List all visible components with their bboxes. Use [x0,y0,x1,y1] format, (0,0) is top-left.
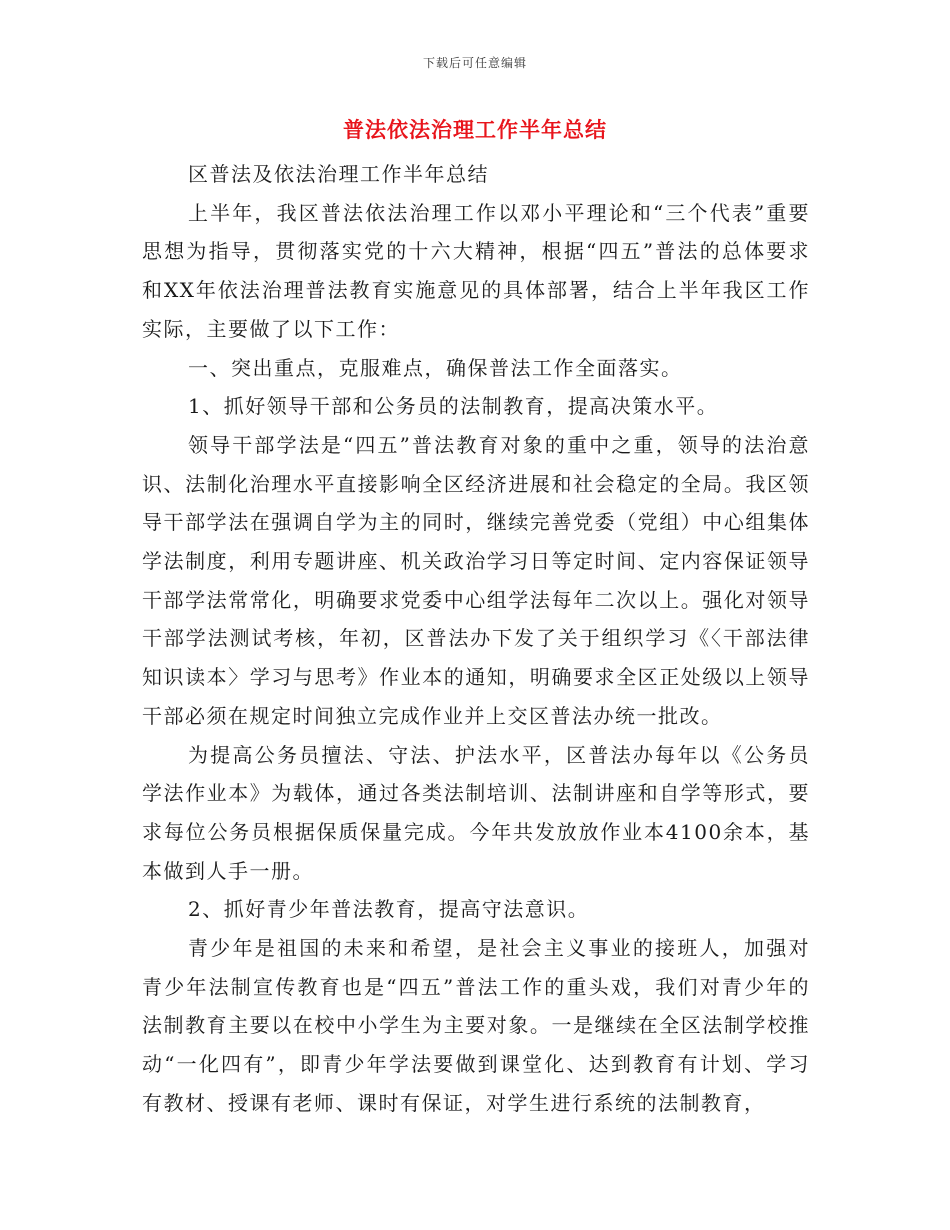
document-title: 普法依法治理工作半年总结 [343,117,607,142]
section-heading-1: 一、突出重点，克服难点，确保普法工作全面落实。 [188,355,683,380]
paragraph-intro: 上半年，我区普法依法治理工作以邓小平理论和“三个代表”重要思想为指导，贯彻落实党的十六大精神，根据“四五”普法的总体要求和XX年依法治理普法教育实施意见的具体部署，结合上半年我区工作实际，主要做了以下工作： [142,200,810,341]
header-note: 下载后可任意编辑 [422,56,527,70]
paragraph-subtitle: 区普法及依法治理工作半年总结 [188,162,489,186]
paragraph-civil-servants: 为提高公务员擅法、守法、护法水平，区普法办每年以《公务员学法作业本》为载体，通过各类法制培训、法制讲座和自学等形式，要求每位公务员根据保质保量完成。今年共发放放作业本4100余本，基本做到人手一册。 [142,742,810,883]
subsection-heading-2: 2、抓好青少年普法教育，提高守法意识。 [188,897,590,922]
document-body [142,155,810,1123]
subsection-heading-1: 1、抓好领导干部和公务员的法制教育，提高决策水平。 [188,394,719,419]
paragraph-leaders: 领导干部学法是“四五”普法教育对象的重中之重，领导的法治意识、法制化治理水平直接影响全区经济进展和社会稳定的全局。我区领导干部学法在强调自学为主的同时，继续完善党委（党组）中心组集体学法制度，利用专题讲座、机关政治学习日等定时间、定内容保证领导干部学法常常化，明确要求党委中心组学法每年二次以上。强化对领导干部学法测试考核，年初，区普法办下发了关于组织学习《〈干部法律知识读本〉学习与思考》作业本的通知，明确要求全区正处级以上领导干部必须在规定时间独立完成作业并上交区普法办统一批改。 [142,432,810,728]
paragraph-youth: 青少年是祖国的未来和希望，是社会主义事业的接班人，加强对青少年法制宣传教育也是“四五”普法工作的重头戏，我们对青少年的法制教育主要以在校中小学生为主要对象。一是继续在全区法制学校推动“一化四有”，即青少年学法要做到课堂化、达到教育有计划、学习有教材、授课有老师、课时有保证，对学生进行系统的法制教育， [142,936,810,1115]
